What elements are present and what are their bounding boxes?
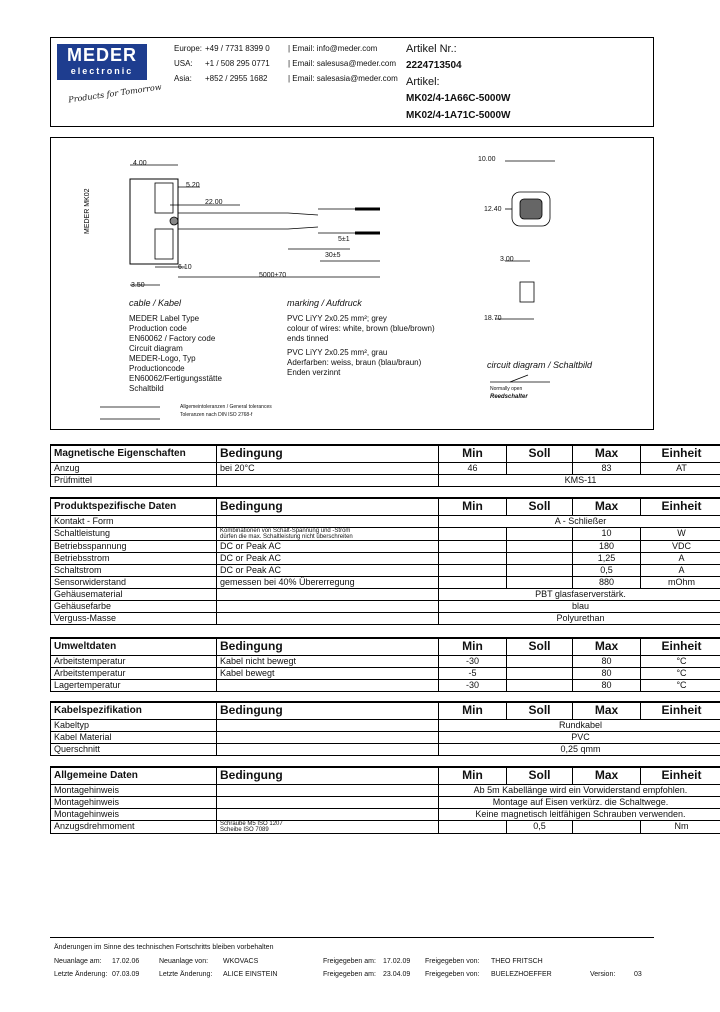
column-soll: Soll (507, 702, 573, 719)
row-max: 10 (573, 527, 641, 540)
table-row (51, 784, 720, 796)
row-condition (217, 731, 439, 743)
row-name: Sensorwiderstand (51, 576, 217, 588)
row-min: 46 (439, 462, 507, 474)
row-soll (507, 540, 573, 552)
contact-region-asia: Asia: (174, 74, 192, 83)
table-row (51, 679, 720, 691)
contact-email-us: | Email: salesusa@meder.com (288, 59, 397, 68)
footer-new-label: Neuanlage am: (54, 958, 102, 965)
row-unit: °C (641, 679, 720, 691)
column-soll: Soll (507, 638, 573, 655)
row-condition (217, 679, 439, 691)
dim-22-00: 22.00 (205, 199, 223, 206)
row-name: Betriebsstrom (51, 552, 217, 564)
article-2: MK02/4-1A71C-5000W (406, 110, 511, 121)
row-condition: bei 20°C (217, 462, 439, 474)
column-soll: Soll (507, 445, 573, 462)
table-row (51, 655, 720, 667)
row-condition (217, 474, 439, 486)
row-soll (507, 564, 573, 576)
footer-approved-by-label: Freigegeben von: (425, 958, 480, 965)
table-header-row (51, 767, 720, 784)
table-row (51, 552, 720, 564)
row-soll (507, 679, 573, 691)
section-title: Kabelspezifikation (51, 702, 217, 719)
row-unit: W (641, 527, 720, 540)
marking-left-item: Productioncode (129, 364, 185, 373)
row-max: 180 (573, 540, 641, 552)
row-condition: gemessen bei 40% Übererregung (217, 576, 439, 588)
svg-text:MEDER MK02: MEDER MK02 (84, 188, 91, 234)
spec-table (50, 444, 720, 487)
table-row (51, 719, 720, 731)
section-title: Produktspezifische Daten (51, 498, 217, 515)
section-title: Allgemeine Daten (51, 767, 217, 784)
marking-left-item: Production code (129, 324, 187, 333)
table-row (51, 820, 720, 833)
footer-new-date: 17.02.06 (112, 958, 140, 965)
footer-last-by: ALICE EINSTEIN (223, 971, 278, 978)
marking-title: marking / Aufdruck (287, 298, 362, 308)
dim-3-50: 3.50 (131, 282, 145, 289)
dim-5-1: 5±1 (338, 236, 350, 243)
row-name: Betriebsspannung (51, 540, 217, 552)
row-name: Schaltleistung (51, 527, 217, 540)
table-header-row (51, 702, 720, 719)
dim-30-5: 30±5 (325, 252, 341, 259)
column-min: Min (439, 445, 507, 462)
row-value: Ab 5m Kabellänge wird ein Vorwiderstand empfohlen. (439, 784, 720, 796)
table-row (51, 564, 720, 576)
table-row (51, 743, 720, 755)
logo-bottom: electronic (70, 66, 134, 76)
row-value: PVC (439, 731, 720, 743)
column-unit: Einheit (641, 445, 720, 462)
row-condition: DC or Peak AC (217, 564, 439, 576)
dim-5000-70: 5000±70 (259, 272, 287, 279)
row-condition: DC or Peak AC (217, 540, 439, 552)
column-unit: Einheit (641, 767, 720, 784)
table-row (51, 731, 720, 743)
row-min (439, 820, 507, 833)
row-unit: VDC (641, 540, 720, 552)
row-condition (217, 796, 439, 808)
contact-phone-asia: +852 / 2955 1682 (205, 74, 268, 83)
logo-top: MEDER (66, 45, 137, 65)
row-name: Montagehinweis (51, 808, 217, 820)
row-max: 80 (573, 667, 641, 679)
row-soll (507, 655, 573, 667)
contact-phone-us: +1 / 508 295 0771 (205, 59, 270, 68)
row-value: A - Schließer (439, 515, 720, 527)
spec-table (50, 701, 720, 756)
footer-rule (50, 937, 654, 938)
column-soll: Soll (507, 767, 573, 784)
dim-18-70: 18.70 (484, 315, 502, 322)
row-min (439, 576, 507, 588)
table-row (51, 600, 720, 612)
column-min: Min (439, 767, 507, 784)
spec-table (50, 637, 720, 692)
table-row (51, 808, 720, 820)
footer-approved2-by-label: Freigegeben von: (425, 971, 480, 978)
row-name: Querschnitt (51, 743, 217, 755)
column-min: Min (439, 638, 507, 655)
spec-table (50, 766, 720, 834)
column-condition: Bedingung (217, 445, 439, 462)
column-condition: Bedingung (217, 702, 439, 719)
table-row (51, 462, 720, 474)
row-unit: mOhm (641, 576, 720, 588)
article-1: MK02/4-1A66C-5000W (406, 93, 511, 104)
article-no-label: Artikel Nr.: (406, 43, 457, 55)
section-title: Magnetische Eigenschaften (51, 445, 217, 462)
row-value: blau (439, 600, 720, 612)
table-row (51, 474, 720, 486)
row-unit: A (641, 564, 720, 576)
footer-approved2-date: 23.04.09 (383, 971, 411, 978)
footer-approved-label: Freigegeben am: (323, 958, 376, 965)
row-max: 80 (573, 655, 641, 667)
table-row (51, 667, 720, 679)
row-soll (507, 667, 573, 679)
contact-email-asia: | Email: salesasia@meder.com (288, 74, 398, 83)
row-max: 83 (573, 462, 641, 474)
row-soll: 0,5 (507, 820, 573, 833)
dim-4-00: 4.00 (133, 160, 147, 167)
row-max: 880 (573, 576, 641, 588)
article-label: Artikel: (406, 76, 440, 88)
marking-left-item: MEDER-Logo, Typ (129, 354, 196, 363)
footer-new-by: WKOVACS (223, 958, 259, 965)
row-condition (217, 612, 439, 624)
marking-right-item: ends tinned (287, 334, 329, 343)
contact-region-us: USA: (174, 59, 193, 68)
row-min (439, 540, 507, 552)
row-condition (217, 515, 439, 527)
column-unit: Einheit (641, 498, 720, 515)
row-value: Polyurethan (439, 612, 720, 624)
row-condition (217, 820, 439, 833)
dim-5-20: 5.20 (186, 182, 200, 189)
marking-right-item: Enden verzinnt (287, 368, 341, 377)
footer-note: Änderungen im Sinne des technischen Fortschritts bleiben vorbehalten (54, 944, 274, 951)
row-condition-note: dürfen die max. Schaltleistung nicht überschreiten (220, 533, 353, 540)
table-row (51, 612, 720, 624)
marking-left-item: Circuit diagram (129, 344, 183, 353)
row-name: Prüfmittel (51, 474, 217, 486)
cable-title: cable / Kabel (129, 298, 182, 308)
column-condition: Bedingung (217, 638, 439, 655)
row-value: 0,25 qmm (439, 743, 720, 755)
marking-right-item: Aderfarben: weiss, braun (blau/braun) (287, 358, 422, 367)
circuit-sub-2: Reedschalter (490, 394, 528, 400)
row-min (439, 527, 507, 540)
row-unit: AT (641, 462, 720, 474)
contact-region-eu: Europe: (174, 44, 203, 53)
row-condition: DC or Peak AC (217, 552, 439, 564)
column-max: Max (573, 767, 641, 784)
marking-left-item: EN60062/Fertigungsstätte (129, 374, 222, 383)
row-soll (507, 552, 573, 564)
footer-version-label: Version: (590, 971, 616, 978)
row-unit: °C (641, 667, 720, 679)
row-name: Arbeitstemperatur (51, 667, 217, 679)
footer-approved2-by: BUELEZHOEFFER (491, 971, 552, 978)
row-name: Gehäusefarbe (51, 600, 217, 612)
dim-10-00: 10.00 (478, 156, 496, 163)
contact-email-eu: | Email: info@meder.com (288, 44, 378, 53)
row-soll (507, 462, 573, 474)
column-soll: Soll (507, 498, 573, 515)
row-value: PBT glasfaserverstärk. (439, 588, 720, 600)
table-header-row (51, 445, 720, 462)
marking-left-item: Schaltbild (129, 384, 164, 393)
contact-phone-eu: +49 / 7731 8399 0 (205, 44, 270, 53)
circuit-title: circuit diagram / Schaltbild (487, 360, 593, 370)
row-value: KMS-11 (439, 474, 720, 486)
footer-last-date: 07.03.09 (112, 971, 140, 978)
marking-right-item: colour of wires: white, brown (blue/brown) (287, 324, 435, 333)
row-name: Montagehinweis (51, 784, 217, 796)
footer-new-by-label: Neuanlage von: (159, 958, 209, 965)
tolerance-2: Toleranzen nach DIN ISO 2768-f (180, 412, 253, 418)
dim-6-10: 6.10 (178, 264, 192, 271)
footer-approved-by: THEO FRITSCH (491, 958, 543, 965)
row-name: Montagehinweis (51, 796, 217, 808)
row-min: -5 (439, 667, 507, 679)
footer-version: 03 (634, 971, 642, 978)
footer-last-label: Letzte Änderung: (54, 971, 108, 978)
row-condition-note: Schraube M5 ISO 1207 (220, 820, 283, 827)
row-condition: Kabel nicht bewegt (217, 655, 439, 667)
column-max: Max (573, 498, 641, 515)
article-no: 2224713504 (406, 60, 462, 71)
row-name: Gehäusematerial (51, 588, 217, 600)
row-name: Lagertemperatur (51, 679, 217, 691)
row-value: Montage auf Eisen verkürz. die Schaltwege. (439, 796, 720, 808)
row-condition: Kabel bewegt (217, 667, 439, 679)
row-condition (217, 743, 439, 755)
row-min (439, 552, 507, 564)
row-name: Kabeltyp (51, 719, 217, 731)
table-row (51, 576, 720, 588)
row-unit: Nm (641, 820, 720, 833)
marking-left-item: EN60062 / Factory code (129, 334, 216, 343)
table-row (51, 540, 720, 552)
spec-table (50, 497, 720, 625)
column-min: Min (439, 702, 507, 719)
row-name: Arbeitstemperatur (51, 655, 217, 667)
row-condition-note: Kombinationen von Schalt-Spannung und -Strom (220, 527, 351, 534)
table-header-row (51, 638, 720, 655)
footer-last-by-label: Letzte Änderung: (159, 971, 213, 978)
row-condition (217, 600, 439, 612)
column-unit: Einheit (641, 702, 720, 719)
row-name: Kontakt - Form (51, 515, 217, 527)
row-value: Rundkabel (439, 719, 720, 731)
marking-right-item: PVC LiYY 2x0.25 mm²; grey (287, 314, 387, 323)
dim-3-00: 3.00 (500, 256, 514, 263)
table-row (51, 588, 720, 600)
table-header-row (51, 498, 720, 515)
column-condition: Bedingung (217, 498, 439, 515)
footer-approved2-label: Freigegeben am: (323, 971, 376, 978)
column-unit: Einheit (641, 638, 720, 655)
row-condition-note: Scheibe ISO 7089 (220, 826, 269, 833)
section-title: Umweltdaten (51, 638, 217, 655)
row-min: -30 (439, 679, 507, 691)
table-row (51, 527, 720, 540)
column-max: Max (573, 638, 641, 655)
row-max: 1,25 (573, 552, 641, 564)
row-condition (217, 588, 439, 600)
row-soll (507, 527, 573, 540)
row-max (573, 820, 641, 833)
row-name: Kabel Material (51, 731, 217, 743)
row-max: 0,5 (573, 564, 641, 576)
dim-12-40: 12.40 (484, 206, 502, 213)
row-name: Schaltstrom (51, 564, 217, 576)
row-min: -30 (439, 655, 507, 667)
row-soll (507, 576, 573, 588)
table-row (51, 796, 720, 808)
column-condition: Bedingung (217, 767, 439, 784)
tolerance-1: Allgemeintoleranzen / General tolerances (180, 404, 272, 410)
row-condition (217, 527, 439, 540)
marking-right-item: PVC LiYY 2x0.25 mm², grau (287, 348, 388, 357)
row-name: Verguss-Masse (51, 612, 217, 624)
circuit-sub-1: Normally open (490, 386, 523, 392)
row-min (439, 564, 507, 576)
marking-left-item: MEDER Label Type (129, 314, 200, 323)
row-unit: A (641, 552, 720, 564)
row-condition (217, 719, 439, 731)
row-condition (217, 784, 439, 796)
row-name: Anzugsdrehmoment (51, 820, 217, 833)
table-row (51, 515, 720, 527)
column-max: Max (573, 445, 641, 462)
row-condition (217, 808, 439, 820)
slogan: Products for Tomorrow (67, 82, 163, 105)
column-min: Min (439, 498, 507, 515)
row-unit: °C (641, 655, 720, 667)
row-value: Keine magnetisch leitfähigen Schrauben verwenden. (439, 808, 720, 820)
meder-logo (57, 44, 147, 80)
row-max: 80 (573, 679, 641, 691)
footer-approved-date: 17.02.09 (383, 958, 411, 965)
row-name: Anzug (51, 462, 217, 474)
column-max: Max (573, 702, 641, 719)
